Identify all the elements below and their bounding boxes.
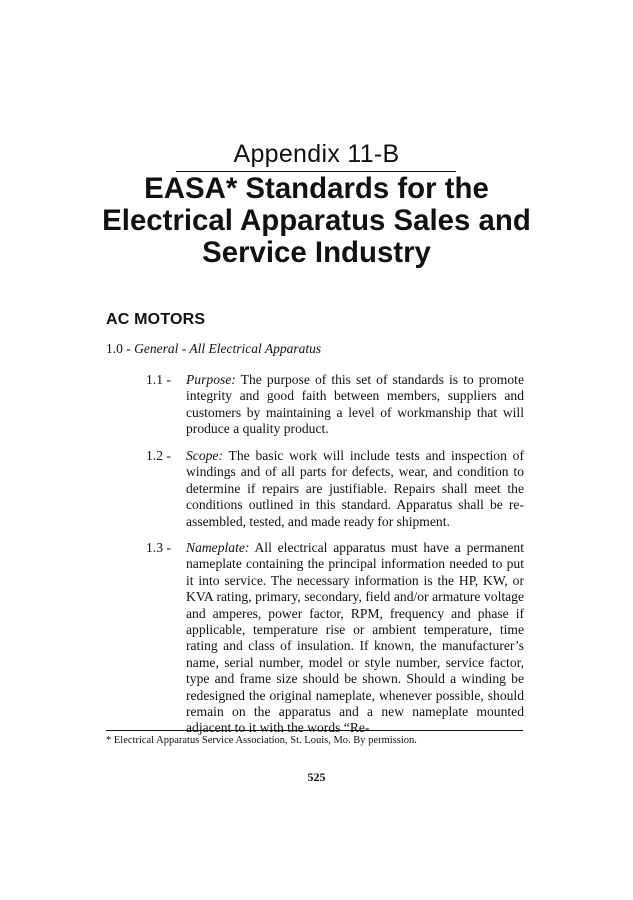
item-number: 1.1 - bbox=[146, 372, 171, 387]
general-sep: - bbox=[126, 341, 131, 356]
footnote-rule bbox=[106, 730, 523, 731]
item-body bbox=[186, 372, 524, 438]
item-text: All electrical apparatus must have a permanent nameplate containing the principal information needed to put it into service. The necessary information is the HP, KW, or KVA rating, primary, secondary, field and/or armature voltage and amperes, power factor, RPM, frequency and phase if applicable, temperature rise or ambient temperature, time rating and class of insulation. If known, the manufacturer’s name, serial number, model or style number, service factor, type and frame size should be shown. Should a winding be redesigned the original nameplate, whenever possible, should remain on the apparatus and a new nameplate mounted adjacent to it with the words “Re- bbox=[186, 540, 524, 736]
chapter-title bbox=[6, 173, 626, 269]
item-label: Nameplate: bbox=[186, 540, 250, 555]
appendix-label: Appendix 11-B bbox=[233, 140, 400, 168]
footnote: * Electrical Apparatus Service Association, St. Louis, Mo. By permission. bbox=[106, 735, 417, 746]
item-body bbox=[186, 448, 524, 530]
title-line-2: Electrical Apparatus Sales and bbox=[102, 204, 531, 237]
list-item-scope bbox=[146, 448, 524, 530]
item-text: The purpose of this set of standards is to promote integrity and good faith between members, suppliers and customers by maintaining a level of workmanship that will produce a quality product. bbox=[186, 372, 524, 437]
list-item-nameplate bbox=[146, 540, 524, 737]
section-heading: AC MOTORS bbox=[106, 311, 206, 328]
list-item-purpose bbox=[146, 372, 524, 438]
item-label: Purpose: bbox=[186, 372, 236, 387]
general-heading bbox=[106, 341, 321, 357]
page-number: 525 bbox=[307, 770, 326, 784]
item-number: 1.3 - bbox=[146, 540, 171, 555]
general-label: General - All Electrical Apparatus bbox=[134, 341, 322, 356]
title-line-3: Service Industry bbox=[202, 236, 431, 269]
title-line-1: EASA* Standards for the bbox=[144, 172, 489, 205]
item-body bbox=[186, 540, 524, 737]
item-number: 1.2 - bbox=[146, 448, 171, 463]
item-label: Scope: bbox=[186, 448, 223, 463]
general-number: 1.0 bbox=[106, 341, 123, 356]
item-text: The basic work will include tests and inspection of windings and of all parts for defects, wear, and condition to determine if repairs are justifiable. Repairs shall meet the conditions outlined in this standard. Apparatus shall be re-assembled, tested, and made ready for shipment. bbox=[186, 448, 525, 529]
